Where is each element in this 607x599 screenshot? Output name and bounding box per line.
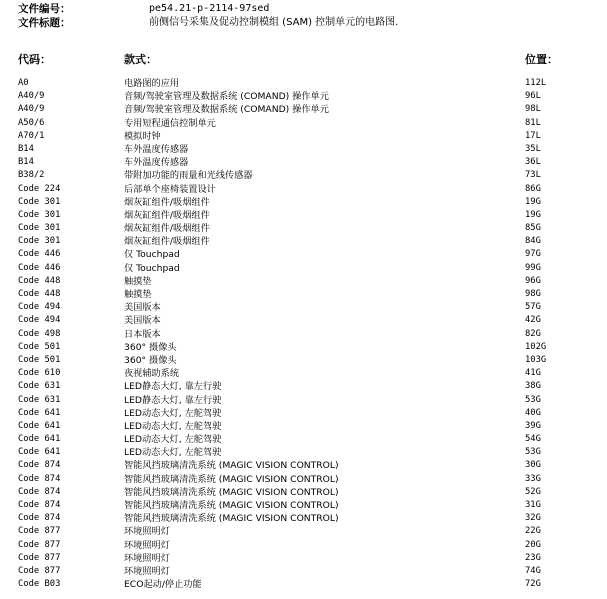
- row-position: 30G: [525, 460, 541, 471]
- row-position: 35L: [525, 143, 541, 154]
- row-position: 40G: [525, 407, 541, 418]
- table-row: [0, 420, 607, 433]
- component-table: [0, 77, 607, 591]
- table-row: [0, 183, 607, 196]
- row-description: 电路图的应用: [124, 78, 180, 89]
- table-row: [0, 328, 607, 341]
- row-description: 烟灰缸组件/吸烟组件: [124, 236, 210, 248]
- row-code: B14: [18, 143, 34, 154]
- table-row: [0, 486, 607, 499]
- row-description: 烟灰缸组件/吸烟组件: [124, 196, 210, 208]
- row-code: Code B03: [18, 579, 61, 590]
- table-row: [0, 446, 607, 459]
- row-code: Code 501: [18, 354, 61, 365]
- row-code: Code 874: [18, 473, 61, 484]
- row-description: 智能风挡玻璃清洗系统 (MAGIC VISION CONTROL): [124, 513, 339, 525]
- table-row: [0, 578, 607, 591]
- row-description: LED静态大灯, 靠左行驶: [124, 381, 222, 393]
- row-position: 82G: [525, 328, 541, 339]
- row-code: Code 301: [18, 223, 61, 234]
- table-row: [0, 367, 607, 380]
- row-description: 360° 摄像头: [124, 341, 177, 353]
- doc-number-label: 文件编号：: [18, 3, 71, 15]
- row-code: Code 501: [18, 341, 61, 352]
- row-description: 环境照明灯: [124, 552, 170, 564]
- table-row: [0, 341, 607, 354]
- row-code: B14: [18, 157, 34, 168]
- row-code: Code 874: [18, 486, 61, 497]
- row-code: Code 877: [18, 539, 61, 550]
- table-row: [0, 354, 607, 367]
- row-position: 54G: [525, 434, 541, 445]
- row-description: 智能风挡玻璃清洗系统 (MAGIC VISION CONTROL): [124, 473, 339, 485]
- row-code: Code 446: [18, 249, 61, 260]
- row-position: 96G: [525, 275, 541, 286]
- row-description: LED动态大灯, 左舵驾驶: [124, 407, 222, 419]
- row-description: 仅 Touchpad: [124, 249, 180, 261]
- row-description: 车外温度传感器: [124, 143, 189, 155]
- table-row: [0, 156, 607, 169]
- table-row: [0, 209, 607, 222]
- row-code: Code 494: [18, 315, 61, 326]
- row-position: 39G: [525, 420, 541, 431]
- row-code: Code 498: [18, 328, 61, 339]
- row-description: 带附加功能的雨量和光线传感器: [124, 170, 253, 182]
- row-description: 仅 Touchpad: [124, 262, 180, 274]
- row-position: 22G: [525, 526, 541, 537]
- row-description: LED动态大灯, 左舵驾驶: [124, 434, 222, 446]
- row-position: 36L: [525, 157, 541, 168]
- row-code: Code 877: [18, 565, 61, 576]
- table-row: [0, 90, 607, 103]
- row-code: Code 877: [18, 526, 61, 537]
- table-row: [0, 196, 607, 209]
- row-description: 智能风挡玻璃清洗系统 (MAGIC VISION CONTROL): [124, 500, 339, 511]
- row-description: LED动态大灯, 左舵驾驶: [124, 447, 222, 459]
- row-position: 81L: [525, 117, 541, 128]
- row-position: 99G: [525, 262, 541, 273]
- row-description: 美国版本: [124, 315, 161, 327]
- row-description: 智能风挡玻璃清洗系统 (MAGIC VISION CONTROL): [124, 460, 339, 472]
- table-row: [0, 499, 607, 512]
- row-code: Code 224: [18, 183, 61, 194]
- table-row: [0, 525, 607, 538]
- table-row: [0, 77, 607, 90]
- table-row: [0, 380, 607, 393]
- row-code: A70/1: [18, 130, 45, 141]
- table-row: [0, 235, 607, 248]
- row-position: 97G: [525, 249, 541, 260]
- row-code: Code 641: [18, 434, 61, 445]
- row-code: Code 641: [18, 420, 61, 431]
- row-code: Code 301: [18, 196, 61, 207]
- row-position: 33G: [525, 473, 541, 484]
- table-row: [0, 565, 607, 578]
- row-description: 专用短程通信控制单元: [124, 117, 216, 129]
- row-code: Code 301: [18, 209, 61, 220]
- row-position: 57G: [525, 302, 541, 313]
- row-code: A40/9: [18, 104, 45, 115]
- row-position: 38G: [525, 381, 541, 392]
- row-position: 42G: [525, 315, 541, 326]
- row-position: 86G: [525, 183, 541, 194]
- doc-title-value: 前侧信号采集及促动控制模组 (SAM) 控制单元的电路图.: [149, 17, 399, 28]
- doc-number-value: pe54.21-p-2114-97sed: [149, 3, 270, 14]
- row-position: 103G: [525, 354, 547, 365]
- row-description: 环境照明灯: [124, 526, 170, 538]
- column-header-code: 代码：: [18, 53, 51, 66]
- row-description: 环境照明灯: [124, 539, 170, 551]
- row-code: Code 610: [18, 368, 61, 379]
- table-row: [0, 394, 607, 407]
- table-row: [0, 130, 607, 143]
- table-row: [0, 275, 607, 288]
- table-row: [0, 301, 607, 314]
- row-description: 车外温度传感器: [124, 157, 189, 169]
- row-position: 20G: [525, 539, 541, 550]
- row-description: 美国版本: [124, 302, 161, 314]
- table-row: [0, 117, 607, 130]
- row-code: Code 494: [18, 302, 61, 313]
- row-code: Code 874: [18, 513, 61, 524]
- row-description: 烟灰缸组件/吸烟组件: [124, 223, 210, 235]
- row-position: 23G: [525, 552, 541, 563]
- row-position: 17L: [525, 130, 541, 141]
- row-position: 72G: [525, 579, 541, 590]
- row-description: 360° 摄像头: [124, 354, 177, 366]
- table-row: [0, 552, 607, 565]
- row-description: 模拟时钟: [124, 130, 161, 142]
- table-row: [0, 473, 607, 486]
- row-position: 52G: [525, 486, 541, 497]
- row-code: Code 446: [18, 262, 61, 273]
- row-code: Code 874: [18, 500, 61, 510]
- row-code: Code 301: [18, 236, 61, 247]
- table-row: [0, 314, 607, 327]
- row-position: 84G: [525, 236, 541, 247]
- table-row: [0, 288, 607, 301]
- row-code: Code 631: [18, 381, 61, 392]
- table-row: [0, 103, 607, 116]
- row-position: 74G: [525, 565, 541, 576]
- row-code: A0: [18, 78, 29, 88]
- row-position: 19G: [525, 209, 541, 220]
- row-position: 96L: [525, 91, 541, 102]
- row-description: LED静态大灯, 靠左行驶: [124, 394, 222, 406]
- table-row: [0, 169, 607, 182]
- row-description: 音频/驾驶室管理及数据系统 (COMAND) 操作单元: [124, 91, 329, 103]
- row-position: 19G: [525, 196, 541, 207]
- row-code: B38/2: [18, 170, 45, 181]
- row-description: 智能风挡玻璃清洗系统 (MAGIC VISION CONTROL): [124, 486, 339, 498]
- row-code: Code 448: [18, 275, 61, 286]
- table-row: [0, 512, 607, 525]
- row-description: 日本版本: [124, 328, 161, 340]
- table-row: [0, 459, 607, 472]
- row-position: 41G: [525, 368, 541, 379]
- row-code: A40/9: [18, 91, 45, 102]
- row-code: Code 641: [18, 447, 61, 458]
- row-description: 触摸垫: [124, 289, 152, 300]
- table-row: [0, 407, 607, 420]
- row-position: 98G: [525, 289, 541, 299]
- row-description: ECO起动/停止功能: [124, 579, 202, 591]
- row-position: 53G: [525, 394, 541, 405]
- row-description: 后部单个座椅装置设计: [124, 183, 216, 195]
- row-position: 31G: [525, 500, 541, 510]
- row-description: 环境照明灯: [124, 565, 170, 577]
- doc-title-label: 文件标题：: [18, 17, 71, 29]
- row-position: 98L: [525, 104, 541, 115]
- row-code: Code 631: [18, 394, 61, 405]
- column-header-model: 款式：: [124, 53, 157, 66]
- row-description: LED动态大灯, 左舵驾驶: [124, 420, 222, 432]
- row-description: 烟灰缸组件/吸烟组件: [124, 209, 210, 221]
- row-description: 音频/驾驶室管理及数据系统 (COMAND) 操作单元: [124, 104, 329, 116]
- row-position: 32G: [525, 513, 541, 524]
- column-header-position: 位置：: [525, 53, 558, 66]
- table-row: [0, 248, 607, 261]
- row-code: Code 877: [18, 552, 61, 563]
- row-description: 触摸垫: [124, 275, 152, 287]
- row-description: 夜视辅助系统: [124, 368, 180, 380]
- row-code: Code 448: [18, 289, 61, 299]
- row-position: 112L: [525, 78, 547, 88]
- table-row: [0, 222, 607, 235]
- row-code: Code 641: [18, 407, 61, 418]
- table-row: [0, 262, 607, 275]
- table-row: [0, 433, 607, 446]
- row-code: Code 874: [18, 460, 61, 471]
- row-position: 85G: [525, 223, 541, 234]
- row-code: A50/6: [18, 117, 45, 128]
- row-position: 53G: [525, 447, 541, 458]
- row-position: 102G: [525, 341, 547, 352]
- row-position: 73L: [525, 170, 541, 181]
- table-row: [0, 143, 607, 156]
- table-row: [0, 539, 607, 552]
